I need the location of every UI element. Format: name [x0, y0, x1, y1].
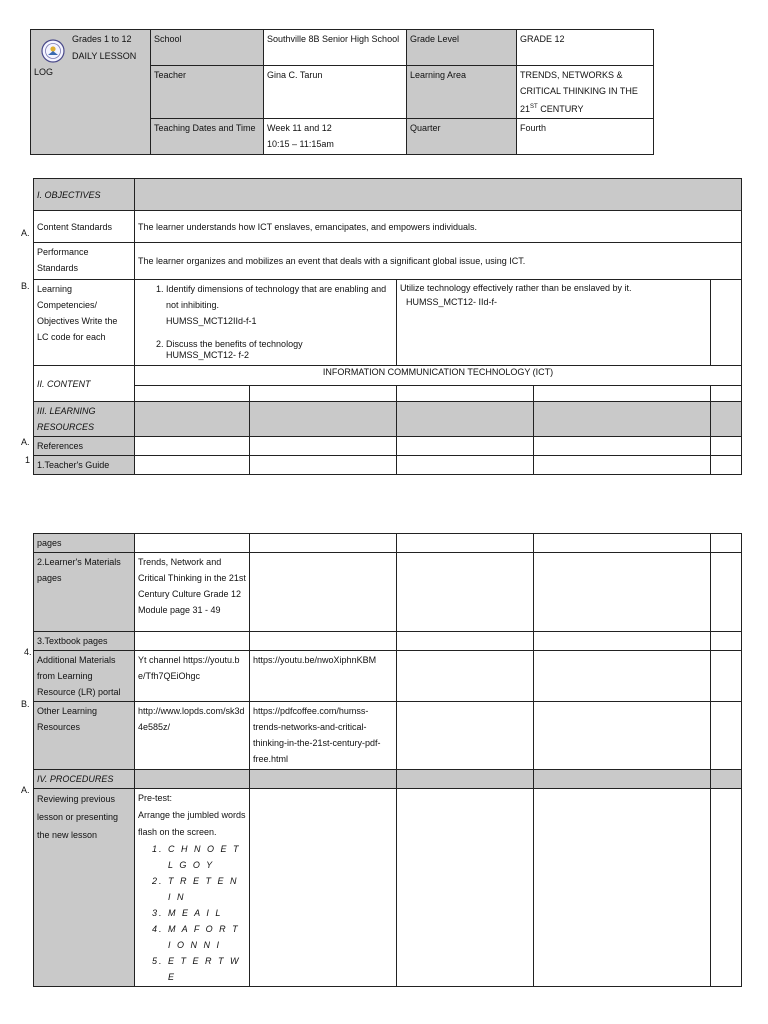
empty-cell — [250, 386, 397, 402]
additional-materials-link-1[interactable]: Yt channel https://youtu.be/Tfh7QEiOhgc — [135, 651, 250, 702]
empty-cell — [135, 456, 250, 475]
procedures-fill — [534, 770, 711, 789]
grade-label: Grade Level — [407, 30, 517, 66]
school-label: School — [151, 30, 264, 66]
empty-cell — [397, 553, 534, 632]
dll-title-line1: Grades 1 to 12 — [72, 34, 132, 44]
marker-a: A. — [21, 228, 30, 238]
competency-1: 1. Identify dimensions of technology that are enabling and not inhibiting. HUMSS_MCT12IId-f-1 — [166, 281, 393, 329]
grade-value: GRADE 12 — [517, 30, 654, 66]
references-label: References — [34, 437, 135, 456]
empty-cell — [711, 534, 742, 553]
objectives-label: I. OBJECTIVES — [34, 179, 135, 211]
dll-title-line2: DAILY LESSON — [72, 51, 137, 61]
empty-cell — [711, 651, 742, 702]
jumbled-word: 2. T R E T E N I N — [168, 873, 246, 905]
empty-cell — [250, 553, 397, 632]
dates-label: Teaching Dates and Time — [151, 119, 264, 155]
school-value: Southville 8B Senior High School — [264, 30, 407, 66]
content-value: INFORMATION COMMUNICATION TECHNOLOGY (ICT) — [135, 366, 742, 386]
competency-3: Utilize technology effectively rather than be enslaved by it. HUMSS_MCT12- IId-f- — [397, 280, 711, 366]
empty-cell — [397, 651, 534, 702]
empty-cell — [534, 651, 711, 702]
textbook-label: 3.Textbook pages — [34, 632, 135, 651]
learners-materials-label: 2.Learner's Materials pages — [34, 553, 135, 632]
empty-cell — [250, 789, 397, 987]
empty-cell — [534, 632, 711, 651]
marker-1: 1 — [25, 455, 31, 465]
empty-cell — [135, 437, 250, 456]
additional-materials-label: Additional Materials from Learning Resource (LR) portal — [34, 651, 135, 702]
competencies-label: Learning Competencies/ Objectives Write the LC code for each — [34, 280, 135, 366]
header-table — [30, 29, 654, 155]
empty-cell — [397, 437, 534, 456]
procedures-fill — [250, 770, 397, 789]
marker-a: A. — [21, 437, 30, 447]
learners-materials-value: Trends, Network and Critical Thinking in the 21st Century Culture Grade 12 Module page 31 - 49 — [135, 553, 250, 632]
resources-fill — [135, 402, 250, 437]
empty-cell — [711, 456, 742, 475]
resources-fill — [534, 402, 711, 437]
empty-cell — [534, 386, 711, 402]
empty-cell — [711, 553, 742, 632]
empty-cell — [250, 534, 397, 553]
empty-cell — [534, 456, 711, 475]
empty-cell — [135, 534, 250, 553]
procedures-fill — [711, 770, 742, 789]
teachers-guide-label: 1.Teacher's Guide — [34, 456, 135, 475]
empty-cell — [250, 632, 397, 651]
empty-cell — [711, 280, 742, 366]
reviewing-label: Reviewing previous lesson or presenting the new lesson — [34, 789, 135, 987]
procedures-fill — [135, 770, 250, 789]
empty-cell — [397, 386, 534, 402]
dll-title-line3: LOG — [34, 67, 54, 77]
other-resources-label: Other Learning Resources — [34, 702, 135, 770]
pretest-title: Pre-test: — [138, 793, 173, 803]
empty-cell — [250, 456, 397, 475]
jumbled-word: 5. E T E R T W E — [168, 953, 246, 985]
jumbled-word: 3. M E A I L — [168, 905, 246, 921]
empty-cell — [534, 789, 711, 987]
performance-label: Performance Standards — [34, 243, 135, 280]
performance-value: The learner organizes and mobilizes an event that deals with a significant global issue, using ICT. — [135, 243, 742, 280]
empty-cell — [397, 632, 534, 651]
quarter-label: Quarter — [407, 119, 517, 155]
empty-cell — [397, 789, 534, 987]
empty-cell — [534, 534, 711, 553]
empty-cell — [534, 553, 711, 632]
empty-cell — [397, 534, 534, 553]
quarter-value: Fourth — [517, 119, 654, 155]
resources-label: III. LEARNING RESOURCES — [34, 402, 135, 437]
other-resources-link-1[interactable]: http://www.lopds.com/sk3d4e585z/ — [135, 702, 250, 770]
empty-cell — [711, 437, 742, 456]
procedures-fill — [397, 770, 534, 789]
resources-fill — [250, 402, 397, 437]
resources-fill — [711, 402, 742, 437]
content-label: II. CONTENT — [34, 366, 135, 402]
objectives-header-fill — [135, 179, 742, 211]
marker-4: 4. — [24, 647, 32, 657]
pages-label: pages — [34, 534, 135, 553]
marker-b: B. — [21, 699, 30, 709]
lesson-table-2 — [33, 533, 742, 987]
other-resources-link-2[interactable]: https://pdfcoffee.com/humss-trends-networks-and-critical-thinking-in-the-21st-century-pdf-free.html — [250, 702, 397, 770]
empty-cell — [135, 632, 250, 651]
empty-cell — [397, 702, 534, 770]
content-standards-label: Content Standards — [34, 211, 135, 243]
jumbled-words-list — [138, 841, 246, 985]
empty-cell — [397, 456, 534, 475]
area-label: Learning Area — [407, 66, 517, 119]
pretest-cell — [135, 789, 250, 987]
lesson-table-1 — [33, 178, 742, 475]
empty-cell — [711, 789, 742, 987]
marker-b: B. — [21, 281, 30, 291]
pretest-instruction: Arrange the jumbled words flash on the screen. — [138, 810, 246, 837]
content-standards-value: The learner understands how ICT enslaves, emancipates, and empowers individuals. — [135, 211, 742, 243]
procedures-label: IV. PROCEDURES — [34, 770, 135, 789]
jumbled-word: 1. C H N O E T L G O Y — [168, 841, 246, 873]
competency-2: 2. Discuss the benefits of technology HUMSS_MCT12- f-2 — [166, 339, 393, 361]
competencies-list — [135, 280, 397, 366]
empty-cell — [250, 437, 397, 456]
teacher-value: Gina C. Tarun — [264, 66, 407, 119]
empty-cell — [135, 386, 250, 402]
empty-cell — [534, 437, 711, 456]
empty-cell — [534, 702, 711, 770]
marker-a: A. — [21, 785, 30, 795]
empty-cell — [711, 702, 742, 770]
dates-value: Week 11 and 12 10:15 – 11:15am — [264, 119, 407, 155]
empty-cell — [711, 632, 742, 651]
area-value: TRENDS, NETWORKS & CRITICAL THINKING IN THE 21ST CENTURY — [517, 66, 654, 119]
additional-materials-link-2[interactable]: https://youtu.be/nwoXiphnKBM — [250, 651, 397, 702]
jumbled-word: 4. M A F O R T I O N N I — [168, 921, 246, 953]
teacher-label: Teacher — [151, 66, 264, 119]
deped-seal-icon — [41, 39, 65, 63]
empty-cell — [711, 386, 742, 402]
resources-fill — [397, 402, 534, 437]
